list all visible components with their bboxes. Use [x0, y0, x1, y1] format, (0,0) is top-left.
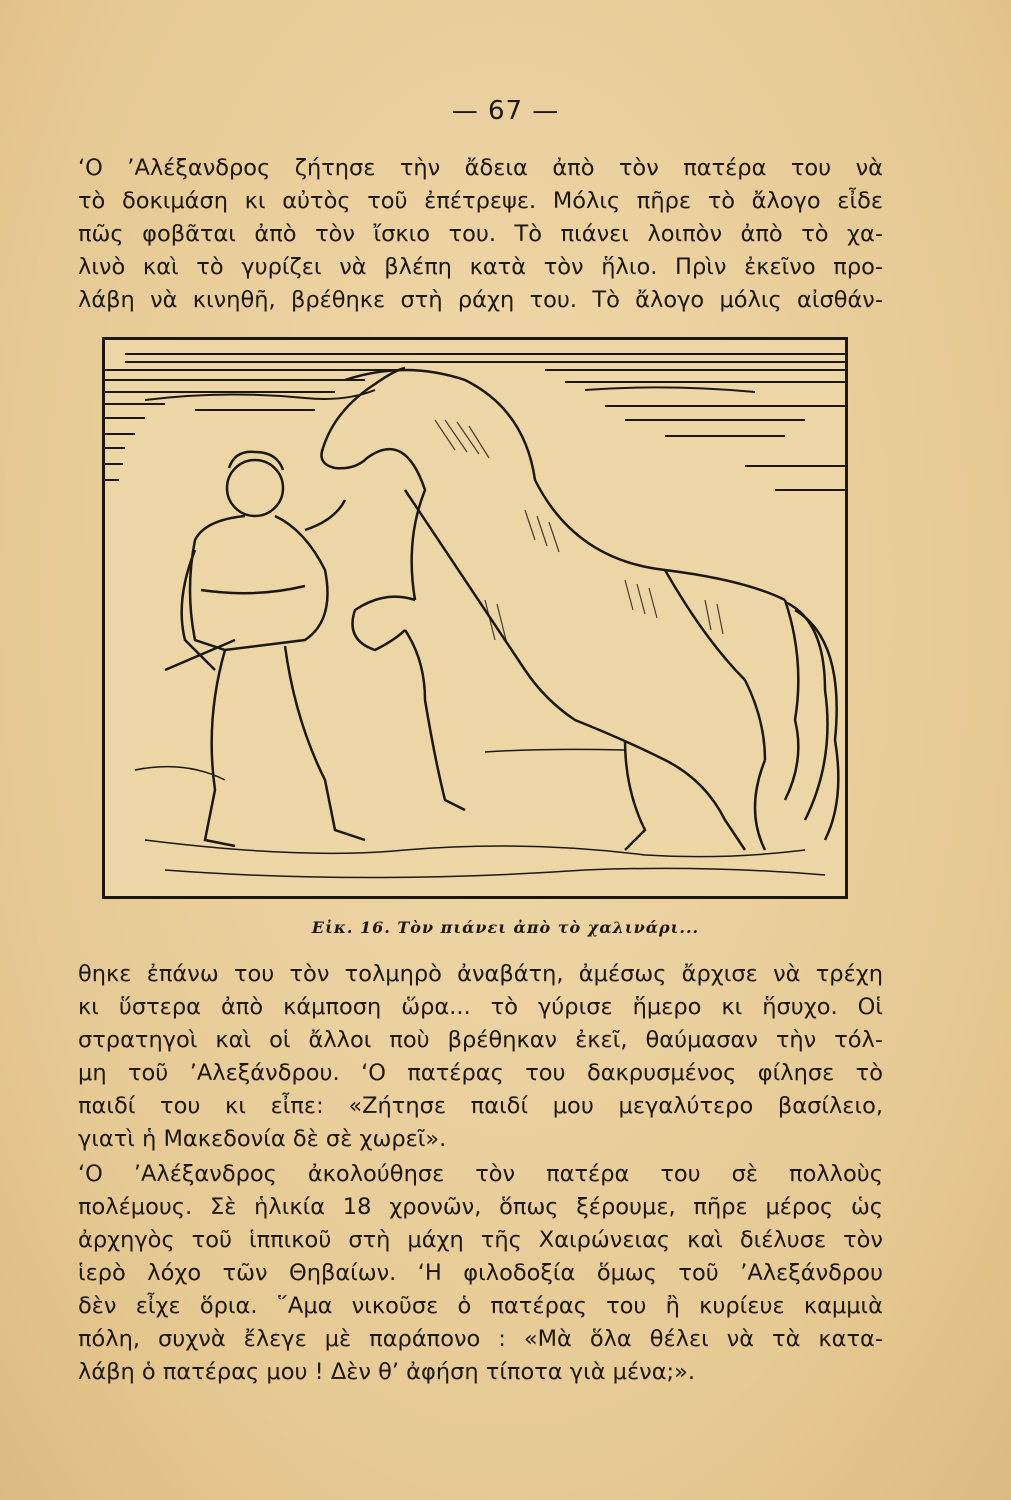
text-line: ἱερὸ λόχο τῶν Θηβαίων. ‘Η φιλοδοξία ὅμως τοῦ ’Αλεξάνδρου	[78, 1260, 883, 1286]
paragraph-1	[78, 152, 883, 317]
text-line: κι ὕστερα ἀπὸ κάμποση ὥρα... τὸ γύρισε ἥμερο κι ἥσυχο. Οἱ	[78, 994, 883, 1020]
text-line: λάβη ὁ πατέρας μου ! Δὲν θ’ ἀφήση τίποτα γιὰ μένα;».	[78, 1359, 696, 1385]
woodcut-illustration	[105, 340, 845, 896]
text-line: θηκε ἐπάνω του τὸν τολμηρὸ ἀναβάτη, ἀμέσως ἄρχισε νὰ τρέχη	[78, 961, 883, 987]
text-line: δὲν εἶχε ὅρια. ῞Αμα νικοῦσε ὁ πατέρας του ἢ κυρίευε καμμιὰ	[78, 1293, 883, 1319]
text-line: ‘Ο ’Αλέξανδρος ἀκολούθησε τὸν πατέρα του σὲ πολλοὺς	[78, 1161, 883, 1187]
horse-figure	[322, 368, 839, 850]
illustration-alexander-and-horse	[102, 337, 848, 899]
text-line: παιδί του κι εἶπε: «Ζήτησε παιδί μου μεγαλύτερο βασίλειο,	[78, 1093, 883, 1119]
text-line: λινὸ καὶ τὸ γυρίζει νὰ βλέπη κατὰ τὸν ἥλιο. Πρὶν ἐκεῖνο προ-	[78, 254, 883, 280]
text-line: γιατὶ ἡ Μακεδονία δὲ σὲ χωρεῖ».	[78, 1126, 447, 1152]
horse-shading	[435, 420, 723, 644]
text-line: τὸ δοκιμάση κι αὐτὸς τοῦ ἐπέτρεψε. Μόλις πῆρε τὸ ἄλογο εἶδε	[78, 188, 883, 214]
figure-caption: Εἰκ. 16. Τὸν πιάνει ἀπὸ τὸ χαλινάρι...	[311, 918, 700, 937]
text-line: μη τοῦ ’Αλεξάνδρου. ‘Ο πατέρας του δακρυσμένος φίλησε τὸ	[78, 1060, 883, 1086]
paragraph-2	[78, 958, 883, 1156]
paragraph-3	[78, 1158, 883, 1389]
sky-hatching	[105, 354, 845, 490]
text-line: πόλη, συχνὰ ἔλεγε μὲ παράπονο : «Μὰ ὅλα θέλει νὰ τὰ κατα-	[78, 1326, 883, 1352]
text-line: πῶς φοβᾶται ἀπὸ τὸν ἴσκιο του. Τὸ πιάνει λοιπὸν ἀπὸ τὸ χα-	[78, 221, 883, 247]
page-number: — 67 —	[451, 96, 560, 126]
text-line: στρατηγοὶ καὶ οἱ ἄλλοι ποὺ βρέθηκαν ἐκεῖ, θαύμασαν τὴν τόλ-	[78, 1027, 883, 1053]
text-line: ‘Ο ’Αλέξανδρος ζήτησε τὴν ἄδεια ἀπὸ τὸν πατέρα του νὰ	[78, 155, 883, 181]
text-line: λάβη νὰ κινηθῆ, βρέθηκε στὴ ράχη του. Τὸ ἄλογο μόλις αἰσθάν-	[78, 287, 883, 313]
text-line: πολέμους. Σὲ ἡλικία 18 χρονῶν, ὅπως ξέρουμε, πῆρε μέρος ὡς	[78, 1194, 883, 1220]
text-line: ἀρχηγὸς τοῦ ἱππικοῦ στὴ μάχη τῆς Χαιρώνειας καὶ διέλυσε τὸν	[78, 1227, 883, 1253]
youth-figure	[165, 452, 365, 846]
